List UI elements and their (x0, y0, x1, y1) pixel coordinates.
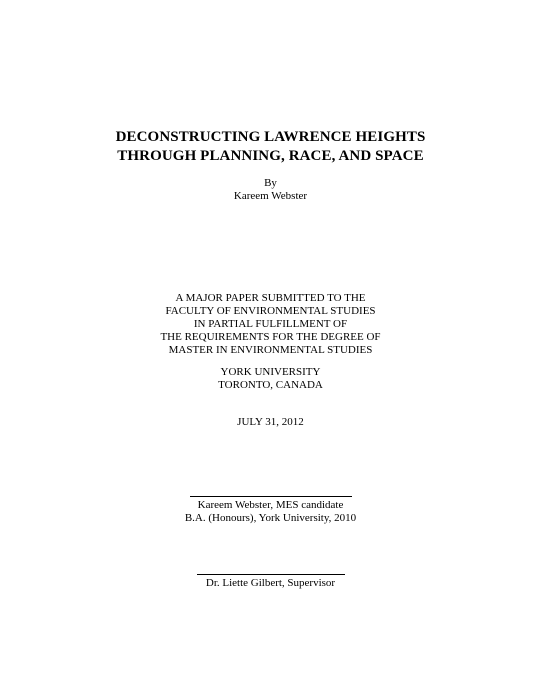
title-line-1: DECONSTRUCTING LAWRENCE HEIGHTS (115, 129, 426, 145)
submission-statement (0, 292, 541, 357)
institution-location: TORONTO, CANADA (218, 379, 323, 391)
submission-line: MASTER IN ENVIRONMENTAL STUDIES (168, 344, 373, 356)
institution-name: YORK UNIVERSITY (220, 366, 321, 378)
candidate-degree: B.A. (Honours), York University, 2010 (184, 512, 357, 524)
institution (0, 366, 541, 392)
submission-line: IN PARTIAL FULFILLMENT OF (193, 318, 348, 330)
candidate-name: Kareem Webster, MES candidate (197, 499, 344, 511)
signature-line (197, 574, 345, 575)
supervisor-name: Dr. Liette Gilbert, Supervisor (205, 577, 336, 589)
signature-line (190, 496, 352, 497)
submission-date: JULY 31, 2012 (237, 416, 304, 428)
title-line-2: THROUGH PLANNING, RACE, AND SPACE (117, 148, 424, 164)
byline-by: By (264, 177, 277, 189)
author-name: Kareem Webster (233, 190, 308, 202)
paper-title (0, 128, 541, 166)
submission-line: FACULTY OF ENVIRONMENTAL STUDIES (165, 305, 376, 317)
supervisor-signature-block (0, 574, 541, 590)
candidate-signature-block (0, 496, 541, 525)
byline (0, 177, 541, 203)
submission-line: THE REQUIREMENTS FOR THE DEGREE OF (160, 331, 381, 343)
submission-line: A MAJOR PAPER SUBMITTED TO THE (175, 292, 366, 304)
